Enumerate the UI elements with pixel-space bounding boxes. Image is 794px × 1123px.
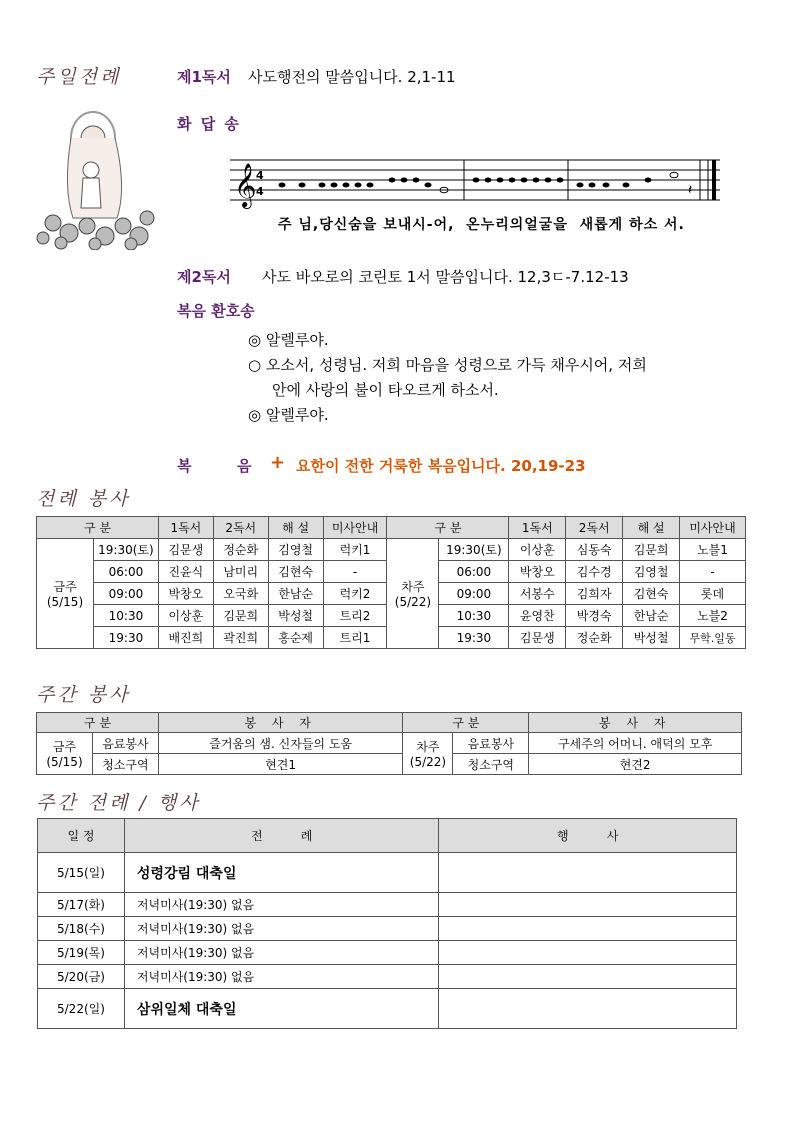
table-cell: 심동숙 (566, 539, 623, 561)
table-cell: 한남순 (623, 605, 680, 627)
event-activity (439, 893, 737, 917)
ministry-header-commentary-left: 해 설 (268, 517, 323, 539)
gospel-text: 요한이 전한 거룩한 복음입니다. 20,19-23 (296, 457, 586, 475)
service-next-week-label: 차주 (5/22) (403, 733, 453, 775)
table-cell: 청소구역 (453, 754, 529, 775)
table-cell: 즐거움의 샘. 신자들의 도움 (158, 733, 403, 754)
gospel-cross-icon: + (270, 452, 286, 473)
table-cell: 김수경 (566, 561, 623, 583)
reading1-text: 사도행전의 말씀입니다. 2,1-11 (248, 68, 456, 86)
table-cell: 트리2 (323, 605, 387, 627)
svg-text:𝄞: 𝄞 (234, 163, 257, 207)
table-cell: 박창오 (158, 583, 213, 605)
svg-text:4: 4 (256, 169, 264, 182)
table-cell: 19:30 (93, 627, 158, 649)
ministry-header-category-left: 구 분 (37, 517, 159, 539)
table-cell: 트리1 (323, 627, 387, 649)
svg-text:4: 4 (256, 185, 264, 198)
table-cell: 박창오 (509, 561, 566, 583)
table-cell: 박성철 (623, 627, 680, 649)
event-liturgy: 삼위일체 대축일 (124, 989, 439, 1029)
table-cell: - (323, 561, 387, 583)
event-activity (439, 941, 737, 965)
table-cell: 롯데 (680, 583, 746, 605)
event-date: 5/22(일) (38, 989, 125, 1029)
table-cell: 09:00 (93, 583, 158, 605)
table-cell: 김영철 (623, 561, 680, 583)
acclamation-line-1: ◎ 알렐루야. (248, 331, 329, 349)
table-cell: 곽진희 (213, 627, 268, 649)
table-cell: 청소구역 (92, 754, 158, 775)
ministry-header-reading2-left: 2독서 (213, 517, 268, 539)
table-cell: - (680, 561, 746, 583)
events-header-date: 일 정 (38, 819, 125, 853)
table-cell: 이상훈 (158, 605, 213, 627)
reading1-label: 제1독서 (177, 68, 231, 86)
event-liturgy: 저녁미사(19:30) 없음 (124, 917, 439, 941)
table-cell: 오국화 (213, 583, 268, 605)
events-header-event: 행 사 (439, 819, 737, 853)
event-liturgy: 성령강림 대축일 (124, 853, 439, 893)
liturgy-section-title: 주일전례 (36, 66, 122, 88)
table-cell: 김문생 (509, 627, 566, 649)
ministry-header-usher-right: 미사안내 (680, 517, 746, 539)
event-activity (439, 989, 737, 1029)
table-cell: 홍순제 (268, 627, 323, 649)
ministry-header-usher-left: 미사안내 (323, 517, 387, 539)
ministry-header-reading1-right: 1독서 (509, 517, 566, 539)
acclamation-line-3: 안에 사랑의 불이 타오르게 하소서. (272, 381, 499, 399)
weekly-events-section-title: 주간 전례 / 행사 (36, 792, 201, 814)
table-cell: 음료봉사 (453, 733, 529, 754)
table-cell: 진윤식 (158, 561, 213, 583)
gospel-label-1: 복 (177, 457, 192, 475)
table-cell: 정순화 (566, 627, 623, 649)
table-cell: 정순화 (213, 539, 268, 561)
event-date: 5/17(화) (38, 893, 125, 917)
table-cell: 무학.일동 (680, 627, 746, 649)
table-cell: 배진희 (158, 627, 213, 649)
table-cell: 박경숙 (566, 605, 623, 627)
table-cell: 럭키2 (323, 583, 387, 605)
reading2-label: 제2독서 (177, 268, 231, 286)
madonna-illustration (33, 98, 157, 250)
event-date: 5/18(수) (38, 917, 125, 941)
table-cell: 김문희 (213, 605, 268, 627)
event-liturgy: 저녁미사(19:30) 없음 (124, 965, 439, 989)
event-activity (439, 853, 737, 893)
svg-text:𝄽: 𝄽 (688, 182, 693, 198)
weekly-events-table (37, 818, 737, 1029)
event-liturgy: 저녁미사(19:30) 없음 (124, 941, 439, 965)
gospel-label-2: 음 (237, 457, 252, 475)
table-cell: 06:00 (93, 561, 158, 583)
table-cell: 현견1 (158, 754, 403, 775)
event-liturgy: 저녁미사(19:30) 없음 (124, 893, 439, 917)
table-cell: 노블1 (680, 539, 746, 561)
acclamation-line-4: ◎ 알렐루야. (248, 406, 329, 424)
table-cell: 박성철 (268, 605, 323, 627)
table-cell: 06:00 (439, 561, 509, 583)
service-header-volunteer-left: 봉 사 자 (158, 713, 403, 733)
music-staff (230, 150, 724, 210)
event-date: 5/19(목) (38, 941, 125, 965)
psalm-label: 화 답 송 (177, 115, 241, 133)
table-cell: 김현숙 (268, 561, 323, 583)
acclamation-label: 복음 환호송 (177, 302, 255, 320)
event-date: 5/15(일) (38, 853, 125, 893)
ministry-header-reading1-left: 1독서 (158, 517, 213, 539)
service-header-volunteer-right: 봉 사 자 (529, 713, 742, 733)
table-cell: 19:30(토) (439, 539, 509, 561)
this-week-label: 금주 (5/15) (37, 539, 94, 649)
table-cell: 09:00 (439, 583, 509, 605)
table-cell: 음료봉사 (92, 733, 158, 754)
table-cell: 구세주의 어머니. 애덕의 모후 (529, 733, 742, 754)
table-cell: 김영철 (268, 539, 323, 561)
table-cell: 김현숙 (623, 583, 680, 605)
acclamation-line-2: ○ 오소서, 성령님. 저희 마음을 성령으로 가득 채우시어, 저희 (248, 356, 647, 374)
event-activity (439, 965, 737, 989)
service-this-week-label: 금주 (5/15) (37, 733, 93, 775)
reading2-text: 사도 바오로의 코린토 1서 말씀입니다. 12,3ㄷ-7.12-13 (262, 268, 629, 286)
service-header-category-right: 구 분 (403, 713, 529, 733)
ministry-header-commentary-right: 해 설 (623, 517, 680, 539)
ministry-header-category-right: 구 분 (387, 517, 509, 539)
table-cell: 김희자 (566, 583, 623, 605)
service-header-category-left: 구 분 (37, 713, 159, 733)
event-activity (439, 917, 737, 941)
weekly-service-section-title: 주간 봉사 (36, 684, 131, 706)
event-date: 5/20(금) (38, 965, 125, 989)
weekly-service-table (36, 712, 742, 775)
events-header-liturgy: 전 례 (124, 819, 439, 853)
table-cell: 현견2 (529, 754, 742, 775)
table-cell: 10:30 (93, 605, 158, 627)
table-cell: 김문희 (623, 539, 680, 561)
psalm-lyrics: 주 님,당신숨을 보내시-어, 온누리의얼굴을 새롭게 하소 서. (278, 217, 685, 233)
table-cell: 서봉수 (509, 583, 566, 605)
ministry-section-title: 전례 봉사 (36, 488, 131, 510)
table-cell: 럭키1 (323, 539, 387, 561)
table-cell: 이상훈 (509, 539, 566, 561)
table-cell: 남미리 (213, 561, 268, 583)
table-cell: 19:30(토) (93, 539, 158, 561)
table-cell: 노블2 (680, 605, 746, 627)
next-week-label: 차주 (5/22) (387, 539, 439, 649)
table-cell: 김문생 (158, 539, 213, 561)
table-cell: 19:30 (439, 627, 509, 649)
table-cell: 윤영찬 (509, 605, 566, 627)
ministry-table (36, 516, 746, 649)
table-cell: 10:30 (439, 605, 509, 627)
table-cell: 한남순 (268, 583, 323, 605)
ministry-header-reading2-right: 2독서 (566, 517, 623, 539)
